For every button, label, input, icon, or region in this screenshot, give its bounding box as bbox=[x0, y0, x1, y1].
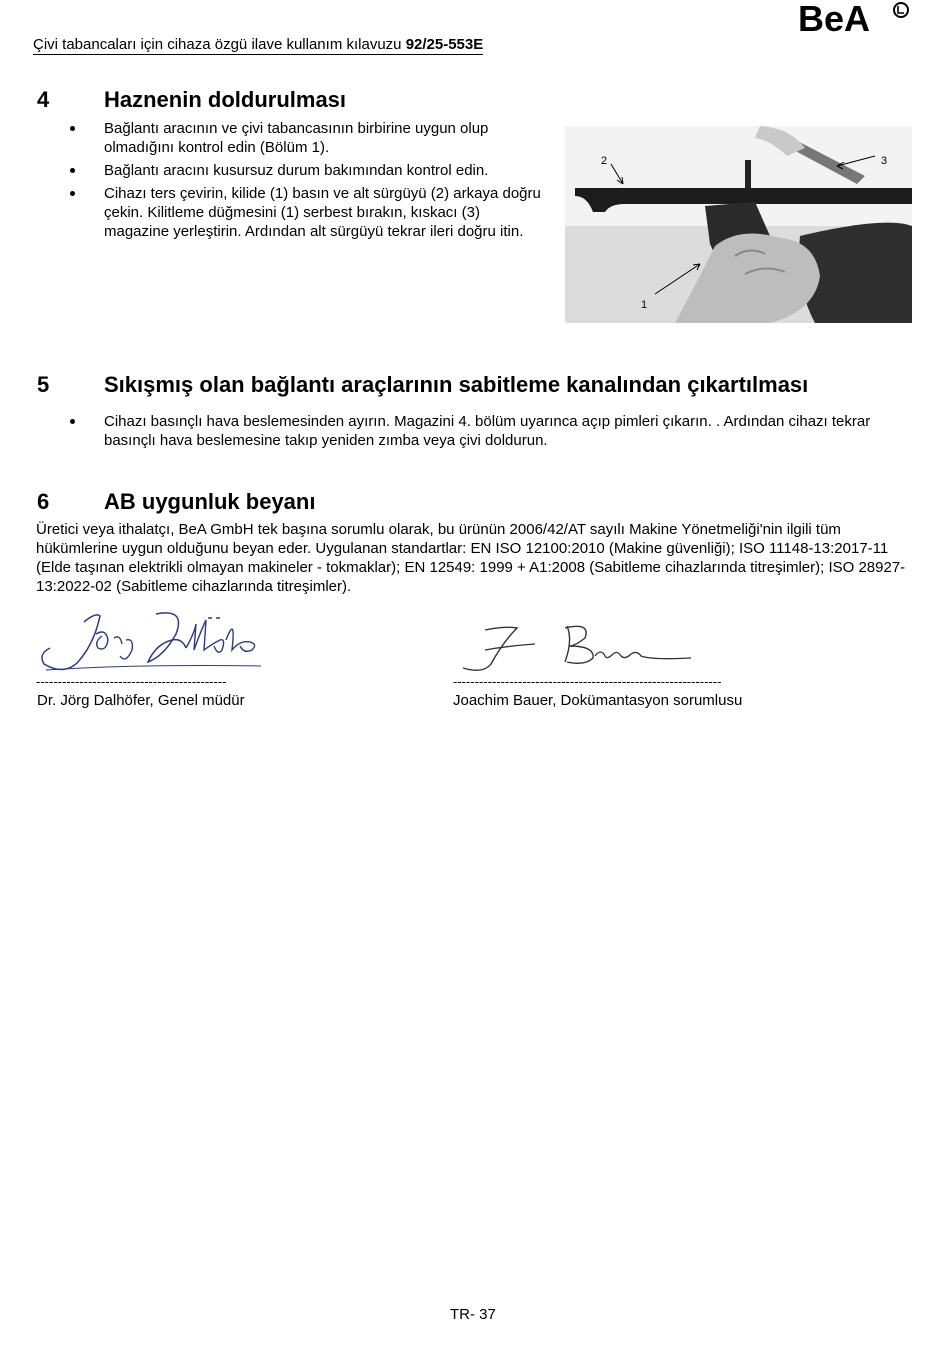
list-item: Bağlantı aracının ve çivi tabancasının birbirine uygun olup olmadığını kontrol edin (Bölüm 1). bbox=[67, 119, 547, 157]
section-title: Sıkışmış olan bağlantı araçlarının sabitleme kanalından çıkartılması bbox=[104, 372, 809, 397]
photo-label-3: 3 bbox=[881, 155, 888, 167]
section-6-heading bbox=[37, 489, 315, 515]
list-item: Cihazı ters çevirin, kilide (1) basın ve alt sürgüyü (2) arkaya doğru çekin. Kilitleme düğmesini (1) serbest bırakın, kıskacı (3) magazine yerleştirin. Ardından alt sürgüyü tekrar ileri doğru itin. bbox=[67, 184, 547, 241]
section-5-list bbox=[67, 412, 917, 454]
photo-label-2: 2 bbox=[601, 155, 608, 167]
svg-text:BeA: BeA bbox=[798, 0, 871, 36]
signatory-name-right: Joachim Bauer, Dokümantasyon sorumlusu bbox=[453, 692, 743, 709]
section-number: 6 bbox=[37, 489, 50, 514]
signature-bauer bbox=[455, 620, 705, 674]
signatory-name-left: Dr. Jörg Dalhöfer, Genel müdür bbox=[37, 692, 245, 709]
signature-line-left: -------------------------------------------- bbox=[36, 674, 227, 689]
list-item: Bağlantı aracını kusursuz durum bakımından kontrol edin. bbox=[67, 161, 547, 180]
section-title: Haznenin doldurulması bbox=[104, 87, 347, 112]
section-number: 4 bbox=[37, 87, 50, 112]
signature-dalhoefer bbox=[36, 604, 266, 676]
header-title: Çivi tabancaları için cihaza özgü ilave kullanım kılavuzu bbox=[33, 36, 402, 53]
document-code: 92/25-553E bbox=[405, 36, 484, 53]
list-item: Cihazı basınçlı hava beslemesinden ayırın. Magazini 4. bölüm uyarınca açıp pimleri çıkarın. . Ardından cihazı tekrar basınçlı hava beslemesine takıp yeniden zımba veya çivi doldurun. bbox=[67, 412, 917, 450]
section-4-heading bbox=[37, 87, 346, 113]
section-title: AB uygunluk beyanı bbox=[104, 489, 316, 514]
section-4-list bbox=[67, 119, 547, 245]
nail-gun-photo bbox=[565, 126, 912, 323]
document-header bbox=[33, 36, 483, 55]
section-5-heading bbox=[37, 372, 808, 398]
signature-line-right: -------------------------------------------------------------- bbox=[453, 674, 722, 689]
section-number: 5 bbox=[37, 372, 50, 397]
conformity-paragraph: Üretici veya ithalatçı, BeA GmbH tek başına sorumlu olarak, bu ürünün 2006/42/AT sayılı Makine Yönetmeliği'nin ilgili tüm hükümlerine uygun olduğunu beyan eder. Uygulanan standartlar: EN ISO 12100:2010 (Makine güvenliği); ISO 11148-13:2017-11 (Elde taşınan elektrikli olmayan makineler - tokmaklar); EN 12549: 1999 + A1:2008 (Sabitleme cihazlarında titreşimler); ISO 28927-13:2022-02 (Sabitleme cihazlarında titreşimler). bbox=[36, 521, 906, 595]
bea-logo bbox=[798, 0, 912, 36]
photo-label-1: 1 bbox=[641, 299, 648, 311]
page-number: TR- 37 bbox=[450, 1306, 496, 1323]
